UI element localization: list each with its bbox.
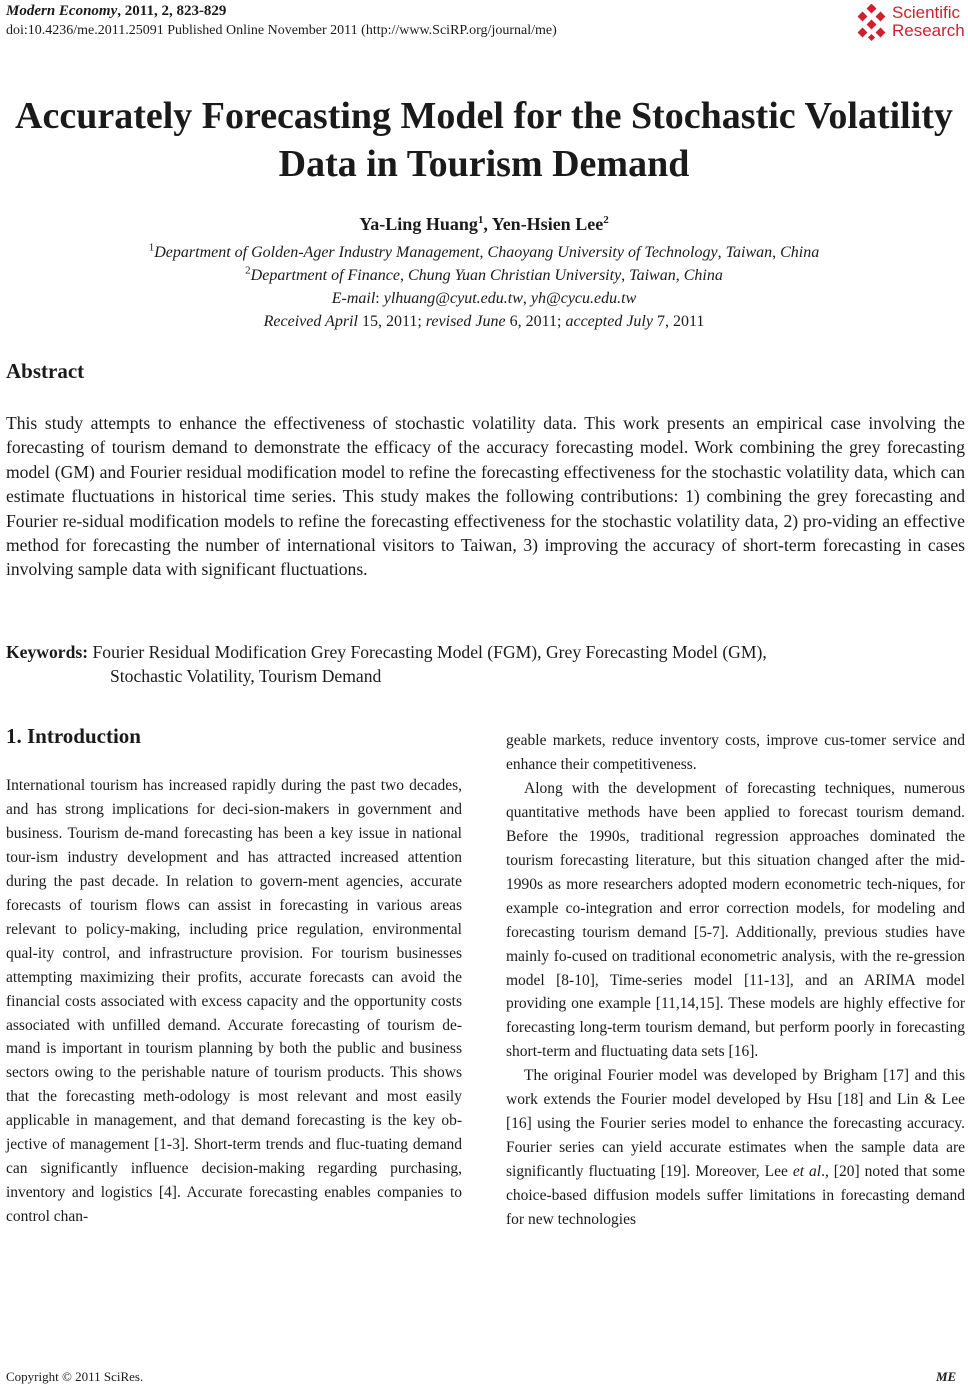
column-left [6,774,462,1229]
keywords-label: Keywords: [6,642,89,662]
email-line: E-mail: ylhuang@cyut.edu.tw, yh@cycu.edu.tw [331,290,637,307]
section-heading-introduction: 1. Introduction [6,724,141,748]
paragraph: Along with the development of forecasting techniques, numerous quantitative methods have been applied to forecast tourism demand. Before the 1990s, traditional regression approaches dominated the tourism forecasting literature, but this situation changed after the mid-1990s as more researchers adopted modern econometric tech-niques, for example co-integration and error correction models, for modeling and forecasting tourism demand [5-7]. Additionally, previous studies have mainly fo-cused on traditional econometric analysis, with the re-gression model [8-10], Time-series model [11-13], and an ARIMA model providing one example [11,14,15]. These models are highly effective for forecasting long-term tourism demand, but perform poorly in forecasting short-term and fluctuating data sets [16]. [506,779,965,1061]
dates-line: Received April 15, 2011; revised June 6, 2011; accepted July 7, 2011 [263,313,705,330]
scirp-logo-icon [852,4,890,42]
journal-volume: , 2011, 2, 823-829 [117,3,227,19]
publisher-logo [852,2,968,44]
keywords [6,640,966,689]
journal-header [6,3,226,20]
copyright-footer: Copyright © 2011 SciRes. [6,1369,144,1384]
keywords-line-1: Fourier Residual Modification Grey Forecasting Model (FGM), Grey Forecasting Model (GM), [88,642,767,662]
author-1: Ya-Ling Huang [359,214,478,234]
journal-name: Modern Economy [6,3,118,19]
email-1: ylhuang@cyut.edu.tw [383,290,523,307]
author-2: Yen-Hsien Lee [491,214,604,234]
journal-abbrev-footer: ME [936,1369,957,1384]
doi-line: doi:10.4236/me.2011.25091 Published Online November 2011 (http://www.SciRP.org/journal/me) [6,23,557,38]
email-2: yh@cycu.edu.tw [530,290,637,307]
author-list: Ya-Ling Huang$^1$, Yen-Hsien Lee$^2$ [359,214,609,234]
logo-wordmark: Scientific Research [892,3,965,40]
paper-title: Accurately Forecasting Model for the Stochastic Volatility Data in Tourism Demand [15,95,953,185]
abstract-heading: Abstract [6,359,85,383]
paragraph: The original Fourier model was developed by Brigham [17] and this work extends the Fourier model developed by Hsu [18] and Lin & Lee [16] using the Fourier series model to enhance the forecasting accuracy. Fourier series can yield accurate estimates when the sample data are significantly fluctuating [19]. Moreover, Lee et al., [20] noted that some choice-based diffusion models suffer limitations in forecasting demand for new technologies [506,1067,965,1229]
paragraph: geable markets, reduce inventory costs, improve cus-tomer service and enhance their competitiveness. [506,732,965,773]
keywords-line-2: Stochastic Volatility, Tourism Demand [110,666,382,687]
affiliation-2: $^2$Department of Finance, Chung Yuan Christian University, Taiwan, China [245,264,723,284]
column-right [506,729,965,1232]
affiliation-1: $^1$Department of Golden-Ager Industry Management, Chaoyang University of Technology, Taiwan, China [148,241,820,261]
abstract-text: This study attempts to enhance the effectiveness of stochastic volatility data. This work presents an empirical case involving the forecasting of tourism demand to demonstrate the efficacy of the accuracy forecasting model. Work combining the grey forecasting model (GM) and Fourier residual modification model to refine the forecasting effectiveness for the stochastic volatility data, which can estimate fluctuations in historical time series. This study makes the following contributions: 1) combining the grey forecasting and Fourier re-sidual modification models to refine the forecasting effectiveness for the stochastic volatility data, 2) pro-viding an effective method for forecasting the number of international visitors to Taiwan, 3) improving the accuracy of short-term forecasting in cases involving sample data with significant fluctuations. [6,413,965,580]
paragraph: International tourism has increased rapidly during the past two decades, and has strong implications for deci-sion-makers in government and business. Tourism de-mand forecasting has been a key issue in national tour-ism industry development and has attracted increased attention during the past decade. In relation to govern-ment agencies, accurate forecasts of tourism flows can assist in forecasting in various areas relevant to policy-making, including price regulation, environmental qual-ity control, and infrastructure provision. For tourism businesses attempting maximizing their profits, accurate forecasts can avoid the financial costs associated with excess capacity and the opportunity costs associated with unfilled demand. Accurate forecasting of tourism de-mand is important in tourism planning by both the public and business sectors owing to the perishable nature of tourism products. This shows that the forecasting meth-odology is most relevant and most easily applicable in management, and that demand forecasting is the key ob-jective of management [1-3]. Short-term trends and fluc-tuating demand can significantly influence decision-making regarding purchasing, inventory and logistics [4]. Accurate forecasting enables companies to control chan- [6,777,462,1226]
